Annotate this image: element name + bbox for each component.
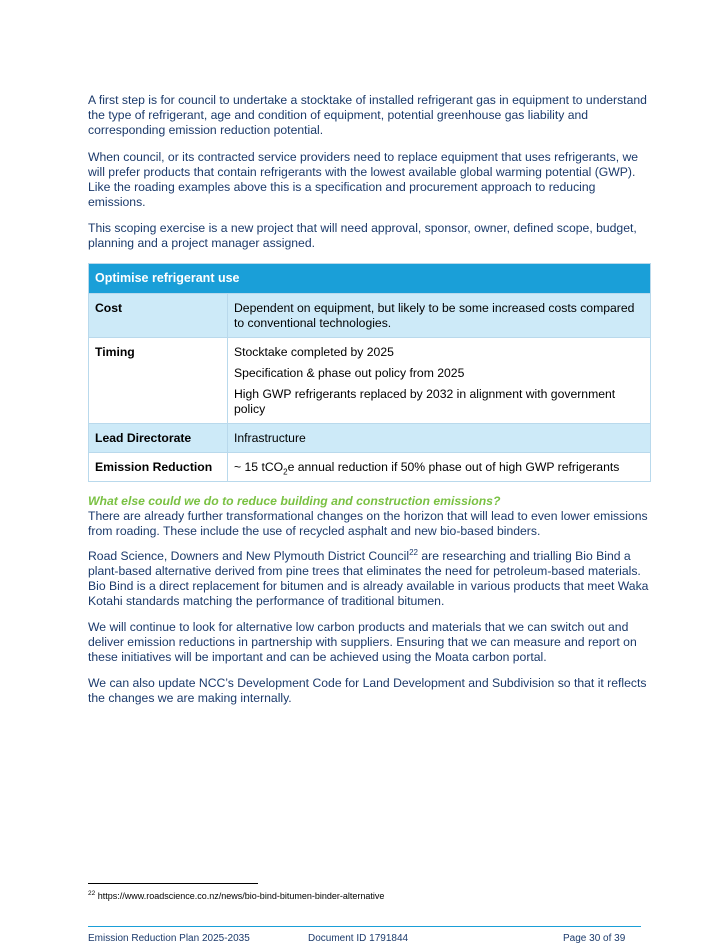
paragraph-scoping: This scoping exercise is a new project that will need approval, sponsor, owner, defined scope, budget, planning and a project manager assigned.: [88, 221, 637, 250]
paragraph-suppliers: We will continue to look for alternative low carbon products and materials that we can switch out and deliver emission reductions in partnership with suppliers. Ensuring that we can measure and report on these initiatives will be important and can be achieved using the Moata carbon portal.: [88, 620, 637, 664]
timing-specification: Specification & phase out policy from 2025: [234, 366, 465, 380]
emission-suffix: e annual reduction if 50% phase out of high GWP refrigerants: [287, 460, 620, 474]
table-row-timing: [89, 338, 651, 424]
timing-stocktake: Stocktake completed by 2025: [234, 345, 394, 359]
footnote-reference: 22: [409, 547, 418, 557]
paragraph-stocktake: A first step is for council to undertake a stocktake of installed refrigerant gas in equipment to understand the type of refrigerant, age and condition of equipment, potential greenhouse gas liability and corresponding emission reduction potential.: [88, 93, 647, 137]
emission-value: [228, 453, 651, 482]
table-row-lead: [89, 424, 651, 453]
lead-label: Lead Directorate: [89, 424, 228, 453]
footnote: [88, 890, 384, 901]
table-header-row: [89, 264, 651, 294]
biobind-text-end: are researching and trialling Bio Bind a plant-based alternative derived from pine trees that eliminates the need for petroleum-based materials. Bio Bind is a direct replacement for bitumen and is already available in various products that meet Waka Kotahi standards matching the performance of traditional bitumen.: [88, 549, 649, 608]
table-row-emission: [89, 453, 651, 482]
biobind-text-start: Road Science, Downers and New Plymouth District Council: [88, 549, 410, 563]
footnote-number: 22: [88, 890, 96, 897]
cost-value: Dependent on equipment, but likely to be some increased costs compared to conventional technologies.: [228, 294, 651, 338]
footnote-link[interactable]: https://www.roadscience.co.nz/news/bio-bind-bitumen-binder-alternative: [95, 891, 385, 901]
paragraph-procurement: When council, or its contracted service providers need to replace equipment that uses refrigerants, we will prefer products that contain refrigerants with the lowest available global warming potential (GWP). Like the roading examples above this is a specification and procurement approach to reducing emissions.: [88, 150, 639, 209]
footer-page-number: Page 30 of 39: [563, 933, 626, 944]
lead-value: Infrastructure: [228, 424, 651, 453]
emission-prefix: ~ 15 tCO: [234, 460, 284, 474]
emission-label: Emission Reduction: [89, 453, 228, 482]
footer-document-id: Document ID 1791844: [308, 933, 409, 944]
timing-values: [228, 338, 651, 424]
timing-replacement: High GWP refrigerants replaced by 2032 in alignment with government policy: [234, 387, 616, 416]
cost-label: Cost: [89, 294, 228, 338]
timing-label: Timing: [89, 338, 228, 424]
table-row-cost: [89, 294, 651, 338]
refrigerant-action-table: [88, 263, 651, 482]
footer-document-title: Emission Reduction Plan 2025-2035: [88, 933, 250, 944]
footnote-divider: [88, 883, 258, 884]
paragraph-development-code: We can also update NCC’s Development Code for Land Development and Subdivision so that it reflects the changes we are making internally.: [88, 676, 647, 705]
emission-subscript: 2: [283, 467, 288, 477]
footer-divider: [88, 926, 641, 927]
table-title: Optimise refrigerant use: [89, 264, 651, 294]
paragraph-biobind: [88, 549, 653, 609]
section-heading: What else could we do to reduce building and construction emissions?: [88, 494, 501, 508]
paragraph-roading: There are already further transformational changes on the horizon that will lead to even lower emissions from roading. These include the use of recycled asphalt and new bio-based binders.: [88, 509, 648, 538]
